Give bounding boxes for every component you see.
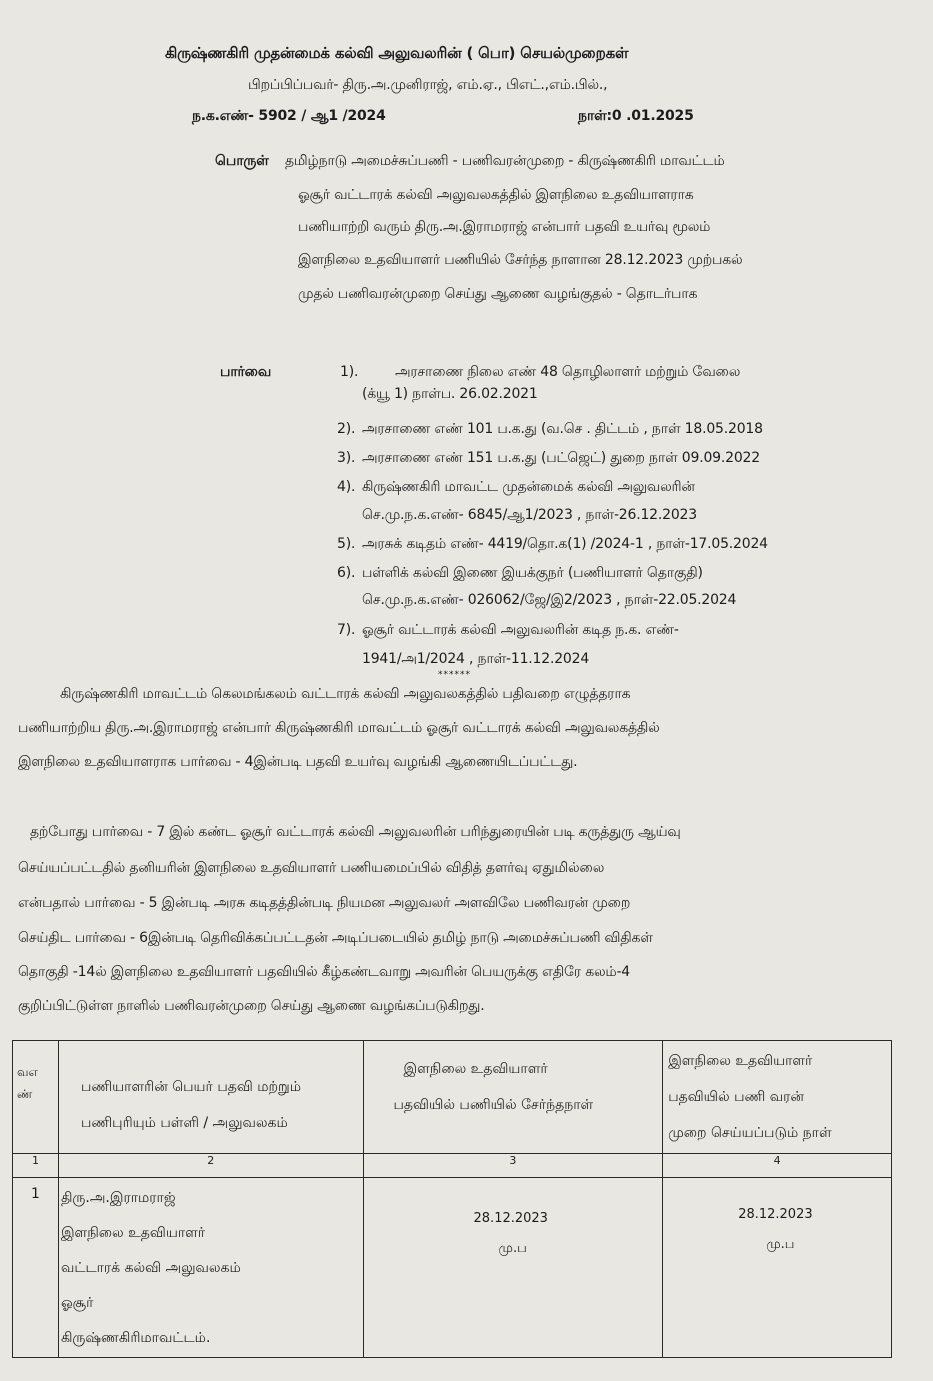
employee-location: ஓசூர் [60,1295,94,1311]
reference-text: செ.மு.ந.க.எண்- 026062/ஜே/இ2/2023 , நாள்-22.05.2024 [362,592,737,608]
reference-text: அரசுக் கடிதம் எண்- 4419/தொ.க(1) /2024-1 , நாள்-17.05.2024 [362,536,768,552]
body-line: கிருஷ்ணகிரி மாவட்டம் கெலமங்கலம் வட்டாரக் கல்வி அலுவலகத்தில் பதிவறை எழுத்தராக [60,686,631,702]
header-text: வஎ [17,1065,38,1079]
body-line: தொகுதி -14ல் இளநிலை உதவியாளர் பதவியில் கீழ்கண்டவாறு அவரின் பெயருக்கு எதிரே கலம்-4 [18,964,631,980]
body-line: பணியாற்றிய திரு.அ.இராமராஜ் என்பார் கிருஷ்ணகிரி மாவட்டம் ஓசூர் வட்டாரக் கல்வி அலுவலகத்தில் [18,720,660,736]
document-date: நாள்:0 .01.2025 [578,108,694,124]
column-number: 2 [58,1154,363,1178]
reference-number-label: 7). [337,622,356,638]
reference-number: ந.க.எண்- 5902 / ஆ1 /2024 [192,108,386,124]
subject-line: ஓசூர் வட்டாரக் கல்வி அலுவலகத்தில் இளநிலை உதவியாளராக [298,187,694,203]
body-line: தற்போது பார்வை - 7 இல் கண்ட ஓசூர் வட்டாரக் கல்வி அலுவலரின் பரிந்துரையின் படி கருத்துரு ஆய்வு [30,824,681,840]
header-cell-sno [13,1041,59,1154]
joined-session: மு.ப [498,1241,527,1256]
subject-label: பொருள் [215,153,269,169]
subject-line: தமிழ்நாடு அமைச்சுப்பணி - பணிவரன்முறை - கிருஷ்ணகிரி மாவட்டம் [285,153,725,169]
row-regularised [663,1178,892,1358]
joined-date: 28.12.2023 [473,1211,548,1226]
reference-number-label: 6). [337,565,356,581]
table-row [13,1178,892,1358]
header-text: இளநிலை உதவியாளர் [668,1053,813,1069]
row-joined [363,1178,663,1358]
header-text: இளநிலை உதவியாளர் [403,1061,548,1077]
table-header-row [13,1041,892,1154]
employee-designation: இளநிலை உதவியாளர் [60,1225,206,1241]
reference-text: கிருஷ்ணகிரி மாவட்ட முதன்மைக் கல்வி அலுவலரின் [362,479,695,495]
regularised-session: மு.ப [766,1237,795,1252]
header-text: பதவியில் பணியில் சேர்ந்தநாள் [393,1097,594,1113]
reference-text: (க்யூ 1) நாள்ப. 26.02.2021 [362,386,538,402]
column-number: 1 [13,1154,59,1178]
row-sno [13,1178,59,1358]
column-number: 4 [663,1154,892,1178]
header-cell-regularised [663,1041,892,1154]
regularised-date: 28.12.2023 [738,1207,813,1222]
header-text: முறை செய்யப்படும் நாள் [668,1125,832,1141]
reference-text: அரசாணை எண் 151 ப.க.து (பட்ஜெட்) துறை நாள் 09.09.2022 [362,450,760,466]
document-title: கிருஷ்ணகிரி முதன்மைக் கல்வி அலுவலரின் ( பொ) செயல்முறைகள் [165,44,629,62]
reference-number-label: 4). [337,479,356,495]
body-line: செய்யப்பட்டதில் தனியரின் இளநிலை உதவியாளர் பணியமைப்பில் விதித் தளர்வு ஏதுமில்லை [18,860,605,876]
reference-text: ஓசூர் வட்டாரக் கல்வி அலுவலரின் கடித ந.க. எண்- [362,622,679,638]
reference-text: பள்ளிக் கல்வி இணை இயக்குநர் (பணியாளர் தொகுதி) [362,565,703,581]
reference-number-label: 3). [337,450,356,466]
reference-text: 1941/அ1/2024 , நாள்-11.12.2024 [362,651,590,667]
header-text: பதவியில் பணி வரன் [668,1089,804,1105]
subject-line: பணியாற்றி வரும் திரு.அ.இராமராஜ் என்பார் பதவி உயர்வு மூலம் [298,219,711,235]
body-line: இளநிலை உதவியாளராக பார்வை - 4இன்படி பதவி உயர்வு வழங்கி ஆணையிடப்பட்டது. [18,754,578,770]
reference-text: அரசாணை எண் 101 ப.க.து (வ.செ . திட்டம் , நாள் 18.05.2018 [362,421,763,437]
header-cell-details [58,1041,363,1154]
reference-number-label: 5). [337,536,356,552]
body-line: குறிப்பிட்டுள்ள நாளில் பணிவரன்முறை செய்து ஆணை வழங்கப்படுகிறது. [18,998,485,1014]
table-column-number-row [13,1154,892,1178]
subject-line: முதல் பணிவரன்முறை செய்து ஆணை வழங்குதல் - தொடர்பாக [298,286,698,302]
reference-number-label: 2). [337,421,356,437]
reference-text: அரசாணை நிலை எண் 48 தொழிலாளர் மற்றும் வேலை [395,364,741,380]
employee-district: கிருஷ்ணகிரிமாவட்டம். [60,1330,211,1346]
column-number: 3 [363,1154,663,1178]
header-text: பணியாளரின் பெயர் பதவி மற்றும் [80,1079,301,1095]
header-cell-joined [363,1041,663,1154]
references-label: பார்வை [220,364,272,380]
separator-stars: ****** [438,670,471,680]
row-sno-text: 1 [31,1186,40,1202]
employee-name: திரு.அ.இராமராஜ் [60,1190,176,1206]
employee-office: வட்டாரக் கல்வி அலுவலகம் [60,1260,241,1276]
header-text: ண் [17,1087,33,1101]
issuer-line: பிறப்பிப்பவர்- திரு.அ.முனிராஜ், எம்.ஏ., பிஎட்.,எம்.பில்., [248,77,608,93]
reference-text: செ.மு.ந.க.எண்- 6845/ஆ1/2023 , நாள்-26.12.2023 [362,507,697,523]
regularisation-table [12,1040,892,1358]
row-details [58,1178,363,1358]
reference-number-label: 1). [340,364,359,380]
body-line: செய்திட பார்வை - 6இன்படி தெரிவிக்கப்பட்டதன் அடிப்படையில் தமிழ் நாடு அமைச்சுப்பணி விதிகள் [18,930,653,946]
body-line: என்பதால் பார்வை - 5 இன்படி அரசு கடிதத்தின்படி நியமன அலுவலர் அளவிலே பணிவரன் முறை [18,895,631,911]
header-text: பணிபுரியும் பள்ளி / அலுவலகம் [80,1115,288,1131]
subject-line: இளநிலை உதவியாளர் பணியில் சேர்ந்த நாளான 28.12.2023 முற்பகல் [298,252,743,268]
